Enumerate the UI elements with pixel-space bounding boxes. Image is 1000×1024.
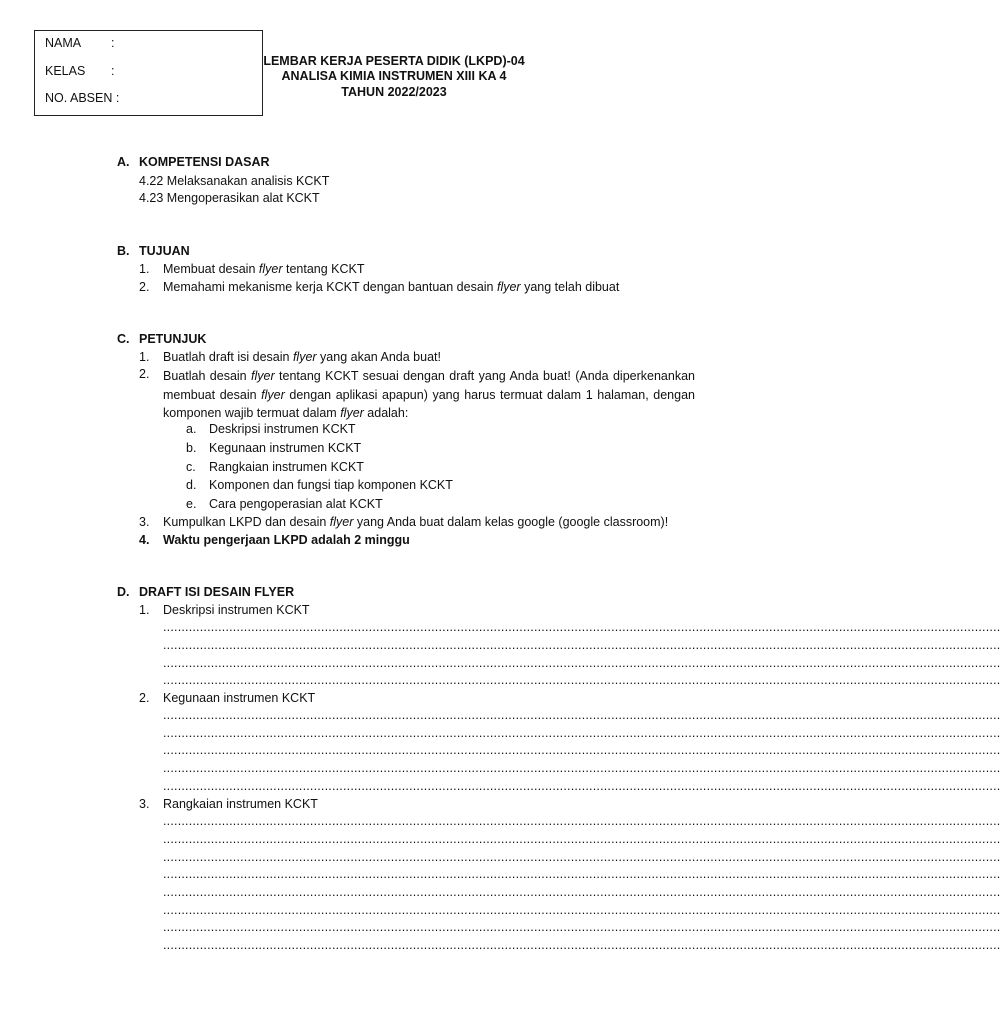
sub-item: Komponen dan fungsi tiap komponen KCKT [209,478,453,492]
answer-line[interactable]: .................................................................................................................................................................................................................................... [163,814,1000,828]
petunjuk-emphasis: flyer [329,515,354,529]
sub-item: Cara pengoperasian alat KCKT [209,497,383,511]
nama-label: NAMA [45,36,82,50]
petunjuk-text: tentang KCKT sesuai dengan draft yang Anda buat! (Anda diperkenankan membuat desain [163,369,695,402]
draft-number: 3. [139,797,150,811]
section-a-title: KOMPETENSI DASAR [139,155,270,169]
petunjuk-number: 3. [139,515,150,529]
petunjuk-emphasis: flyer [340,406,364,420]
petunjuk-emphasis: flyer [251,369,275,383]
kelas-row [45,64,115,78]
petunjuk-text: yang akan Anda buat! [316,350,441,364]
tujuan-emphasis: flyer [496,280,521,294]
petunjuk-number: 4. [139,533,150,547]
section-b-title: TUJUAN [139,244,190,258]
petunjuk-text: Kumpulkan LKPD dan desain [163,515,330,529]
section-c-heading [117,332,206,346]
petunjuk-item [163,350,441,364]
section-a-letter: A. [117,155,130,169]
petunjuk-number: 2. [139,367,150,381]
tujuan-number: 2. [139,280,150,294]
tujuan-text: Memahami mekanisme kerja KCKT dengan bantuan desain [163,280,497,294]
answer-line[interactable]: .................................................................................................................................................................................................................................... [163,656,1000,670]
section-d-letter: D. [117,585,130,599]
answer-line[interactable]: .................................................................................................................................................................................................................................... [163,903,1000,917]
petunjuk-item: Waktu pengerjaan LKPD adalah 2 minggu [163,533,410,547]
petunjuk-text: Buatlah desain [163,369,252,383]
answer-line[interactable]: .................................................................................................................................................................................................................................... [163,638,1000,652]
petunjuk-emphasis: flyer [261,387,285,402]
tujuan-item [163,262,365,276]
document-subtitle: ANALISA KIMIA INSTRUMEN XIII KA 4 [281,69,507,83]
absen-row [45,91,119,105]
sub-item-letter: b. [186,441,197,455]
answer-line[interactable]: .................................................................................................................................................................................................................................... [163,673,1000,687]
petunjuk-number: 1. [139,350,150,364]
section-d-title: DRAFT ISI DESAIN FLYER [139,585,295,599]
nama-row [45,36,115,50]
answer-line[interactable]: .................................................................................................................................................................................................................................... [163,920,1000,934]
answer-line[interactable]: .................................................................................................................................................................................................................................... [163,743,1000,757]
answer-line[interactable]: .................................................................................................................................................................................................................................... [163,779,1000,793]
section-b-letter: B. [117,244,130,258]
petunjuk-text: yang Anda buat dalam kelas google (google classroom)! [353,515,669,529]
draft-number: 2. [139,691,150,705]
petunjuk-text: adalah: [363,406,409,420]
section-c-letter: C. [117,332,130,346]
draft-number: 1. [139,603,150,617]
answer-line[interactable]: .................................................................................................................................................................................................................................... [163,850,1000,864]
answer-line[interactable]: .................................................................................................................................................................................................................................... [163,832,1000,846]
student-identity-box [34,30,263,116]
kd-item: 4.23 Mengoperasikan alat KCKT [139,191,320,205]
sub-item: Rangkaian instrumen KCKT [209,460,364,474]
section-a-heading [117,155,270,169]
kd-item: 4.22 Melaksanakan analisis KCKT [139,174,330,188]
absen-label: NO. ABSEN : [45,91,120,105]
tujuan-text: yang telah dibuat [520,280,620,294]
kelas-label: KELAS [45,64,86,78]
petunjuk-emphasis: flyer [292,350,317,364]
draft-item-label: Kegunaan instrumen KCKT [163,691,316,705]
sub-item-letter: d. [186,478,197,492]
nama-colon: : [111,36,115,50]
answer-line[interactable]: .................................................................................................................................................................................................................................... [163,620,1000,634]
petunjuk-item [163,515,668,529]
answer-line[interactable]: .................................................................................................................................................................................................................................... [163,938,1000,952]
petunjuk-text: Buatlah draft isi desain [163,350,293,364]
answer-line[interactable]: .................................................................................................................................................................................................................................... [163,708,1000,722]
tujuan-emphasis: flyer [258,262,283,276]
tujuan-text: Membuat desain [163,262,259,276]
answer-line[interactable]: .................................................................................................................................................................................................................................... [163,726,1000,740]
petunjuk-text: dengan aplikasi apapun) yang harus termuat dalam 1 halaman, dengan komponen wajib termuat dalam [163,387,695,420]
kelas-colon: : [111,64,115,78]
tujuan-text: tentang KCKT [282,262,365,276]
answer-line[interactable]: .................................................................................................................................................................................................................................... [163,867,1000,881]
section-d-heading [117,585,294,599]
sub-item-letter: e. [186,497,197,511]
petunjuk-item-paragraph [163,367,695,423]
answer-line[interactable]: .................................................................................................................................................................................................................................... [163,885,1000,899]
answer-line[interactable]: .................................................................................................................................................................................................................................... [163,761,1000,775]
sub-item-letter: c. [186,460,196,474]
sub-item: Deskripsi instrumen KCKT [209,422,356,436]
tujuan-number: 1. [139,262,150,276]
draft-item-label: Deskripsi instrumen KCKT [163,603,310,617]
sub-item-letter: a. [186,422,197,436]
document-year: TAHUN 2022/2023 [341,85,447,99]
section-b-heading [117,244,190,258]
sub-item: Kegunaan instrumen KCKT [209,441,362,455]
document-title: LEMBAR KERJA PESERTA DIDIK (LKPD)-04 [263,54,525,68]
draft-item-label: Rangkaian instrumen KCKT [163,797,318,811]
tujuan-item [163,280,619,294]
section-c-title: PETUNJUK [139,332,207,346]
